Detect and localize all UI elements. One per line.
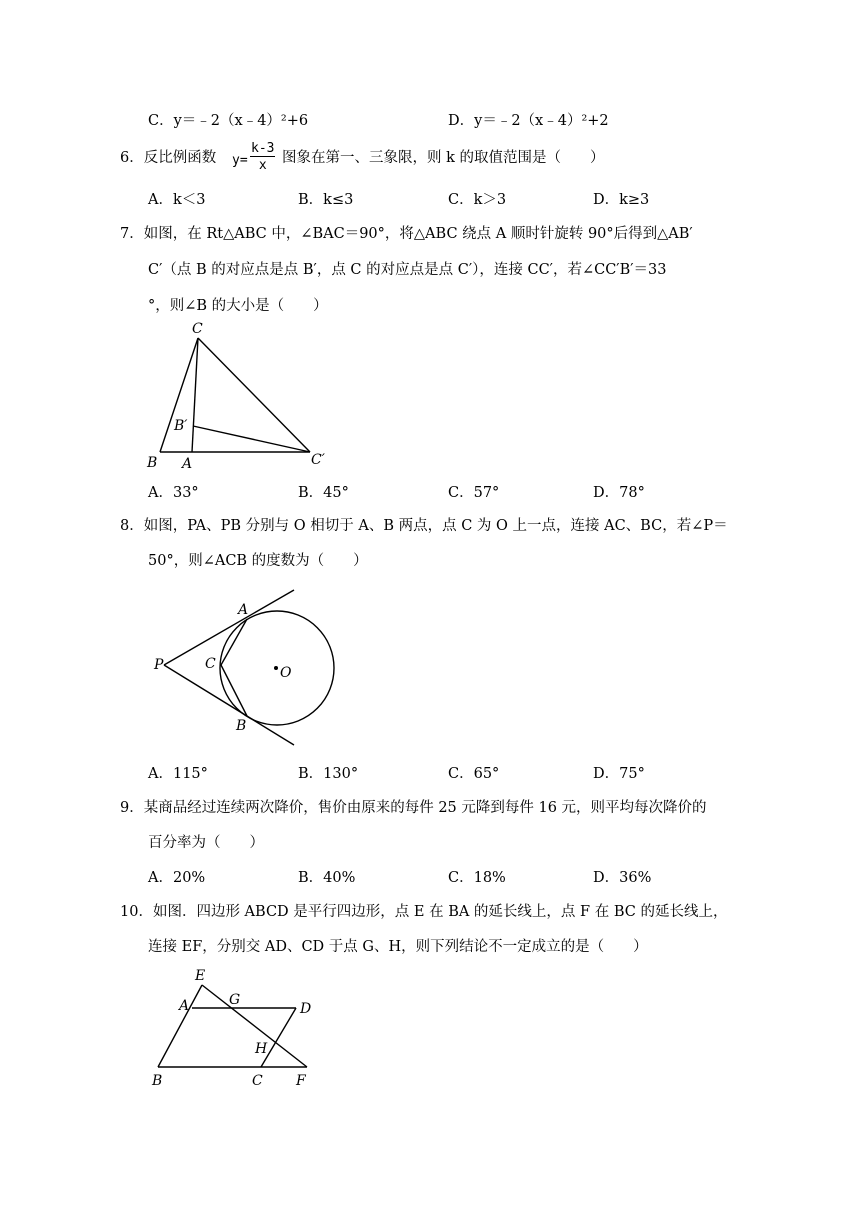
q6-denominator: x xyxy=(258,158,267,173)
q7-label-b: B xyxy=(147,455,158,471)
q9-option-a: A．20% xyxy=(148,870,206,886)
q10-label-b: B xyxy=(152,1073,163,1089)
q10-label-e: E xyxy=(195,968,206,984)
q7-label-c-prime: C′ xyxy=(311,452,325,468)
q8-option-c: C．65° xyxy=(448,766,500,782)
q6-function-y: y= xyxy=(232,153,248,168)
q7-option-c: C．57° xyxy=(448,485,500,501)
q7-label-b-prime: B′ xyxy=(174,418,188,434)
q6-option-b: B．k≤3 xyxy=(298,192,354,208)
q8-option-d: D．75° xyxy=(593,766,645,782)
q8-label-b: B xyxy=(236,718,247,734)
q6-suffix: 图象在第一、三象限，则 k 的取值范围是（ ） xyxy=(282,150,605,166)
q6-numerator: k-3 xyxy=(251,141,275,156)
q10-label-c: C xyxy=(252,1073,263,1089)
q7-stem-line2: C′（点 B 的对应点是点 B′，点 C 的对应点是点 C′），连接 CC′，若∠CC′B′＝33 xyxy=(148,262,667,278)
q9-option-d: D．36% xyxy=(593,870,652,886)
q9-option-b: B．40% xyxy=(298,870,356,886)
q7-option-a: A．33° xyxy=(148,485,199,501)
q10-stem-line1: 10．如图．四边形 ABCD 是平行四边形，点 E 在 BA 的延长线上，点 F 在 BC 的延长线上， xyxy=(120,904,728,920)
q8-option-a: A．115° xyxy=(148,766,208,782)
q5-option-d: D．y＝﹣2（x﹣4）²+2 xyxy=(448,113,609,129)
q8-label-p: P xyxy=(154,657,164,673)
q7-label-a: A xyxy=(182,456,193,472)
q7-stem-line1: 7．如图，在 Rt△ABC 中，∠BAC＝90°，将△ABC 绕点 A 顺时针旋转 90°后得到△AB′ xyxy=(120,226,693,242)
q8-label-c: C xyxy=(205,656,216,672)
q7-option-d: D．78° xyxy=(593,485,645,501)
q5-option-c: C．y＝﹣2（x﹣4）²+6 xyxy=(148,113,309,129)
q6-option-d: D．k≥3 xyxy=(593,192,650,208)
q7-option-b: B．45° xyxy=(298,485,349,501)
q9-stem-line2: 百分率为（ ） xyxy=(148,835,264,851)
q8-stem-line2: 50°，则∠ACB 的度数为（ ） xyxy=(148,553,368,569)
q10-label-g: G xyxy=(229,992,241,1008)
q6-option-c: C．k＞3 xyxy=(448,192,507,208)
q10-label-h: H xyxy=(255,1041,268,1057)
q7-label-c: C xyxy=(192,321,203,337)
q8-option-b: B．130° xyxy=(298,766,359,782)
q8-label-a: A xyxy=(238,602,249,618)
q9-stem-line1: 9．某商品经过连续两次降价，售价由原来的每件 25 元降到每件 16 元，则平均每次降价的 xyxy=(120,800,707,816)
q6-option-a: A．k＜3 xyxy=(148,192,206,208)
q9-option-c: C．18% xyxy=(448,870,506,886)
q8-label-o: O xyxy=(280,665,292,681)
q10-label-f: F xyxy=(296,1073,306,1089)
q6-prefix: 6．反比例函数 xyxy=(120,150,217,166)
q8-stem-line1: 8．如图，PA、PB 分别与 O 相切于 A、B 两点，点 C 为 O 上一点，连接 AC、BC，若∠P＝ xyxy=(120,518,728,534)
q10-stem-line2: 连接 EF，分别交 AD、CD 于点 G、H，则下列结论不一定成立的是（ ） xyxy=(148,939,648,955)
q10-label-d: D xyxy=(300,1001,312,1017)
q10-label-a: A xyxy=(179,998,190,1014)
q7-stem-line3: °，则∠B 的大小是（ ） xyxy=(148,298,328,314)
